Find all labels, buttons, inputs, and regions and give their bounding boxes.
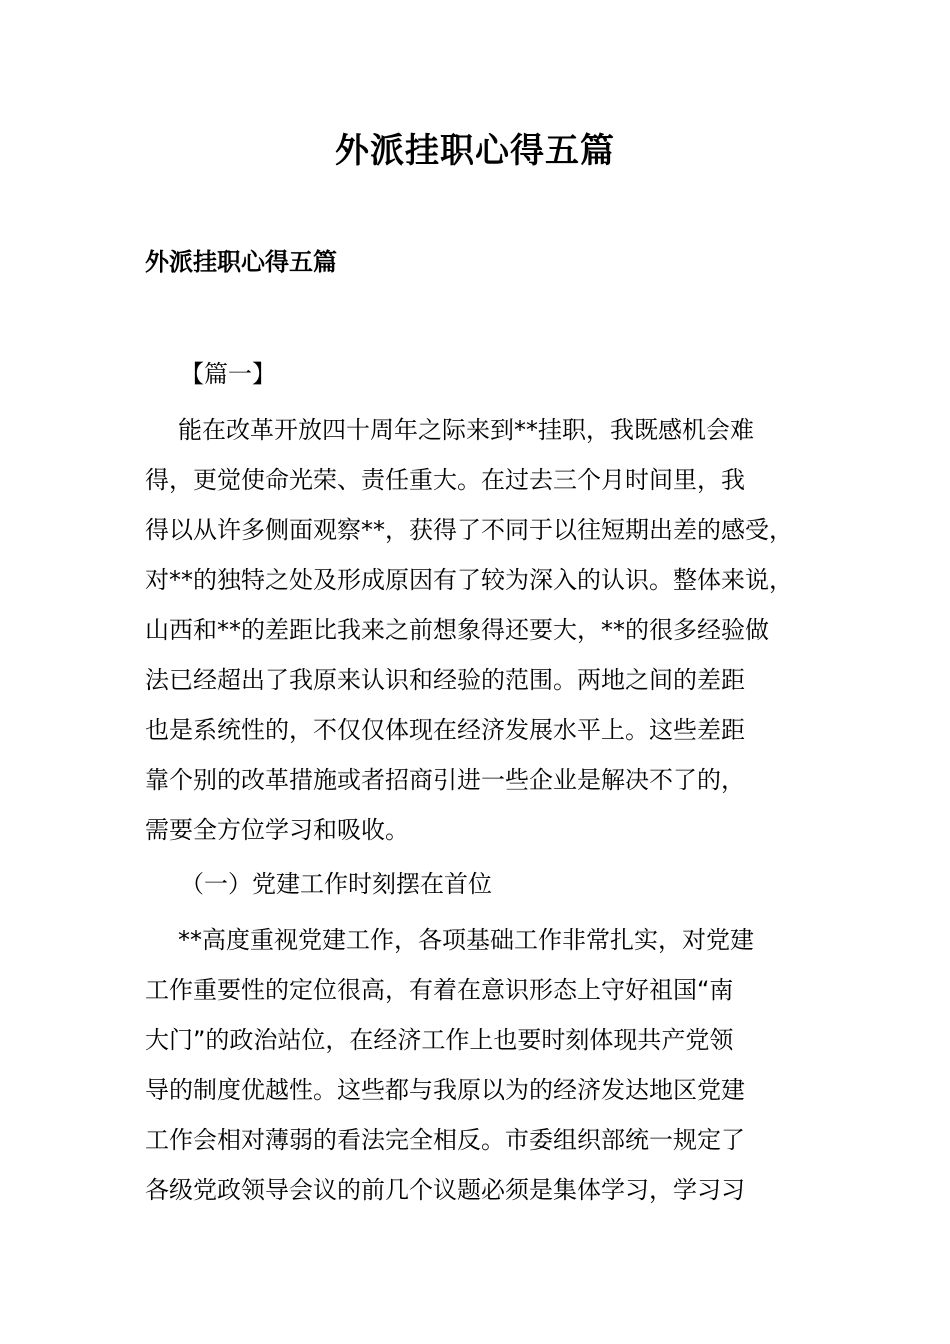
paragraph-line: 也是系统性的，不仅仅体现在经济发展水平上。这些差距 xyxy=(145,716,745,744)
section-heading: （一）党建工作时刻摆在首位 xyxy=(180,870,492,898)
paragraph-line: 导的制度优越性。这些都与我原以为的经济发达地区党建 xyxy=(145,1076,745,1104)
paragraph-line: 能在改革开放四十周年之际来到**挂职，我既感机会难 xyxy=(178,416,754,444)
paragraph-line: 得，更觉使命光荣、责任重大。在过去三个月时间里，我 xyxy=(145,466,745,494)
paragraph-line: **高度重视党建工作，各项基础工作非常扎实，对党建 xyxy=(178,926,754,954)
paragraph-line: 大门”的政治站位，在经济工作上也要时刻体现共产党领 xyxy=(145,1026,734,1054)
paragraph-line: 山西和**的差距比我来之前想象得还要大，**的很多经验做 xyxy=(145,616,769,644)
paragraph-line: 工作会相对薄弱的看法完全相反。市委组织部统一规定了 xyxy=(145,1126,745,1154)
paragraph-line: 需要全方位学习和吸收。 xyxy=(145,816,409,844)
paragraph-line: 对**的独特之处及形成原因有了较为深入的认识。整体来说， xyxy=(145,566,793,594)
paragraph-1 xyxy=(145,405,825,855)
paragraph-line: 各级党政领导会议的前几个议题必须是集体学习，学习习 xyxy=(145,1176,745,1204)
paragraph-line: 工作重要性的定位很高，有着在意识形态上守好祖国“南 xyxy=(145,976,734,1004)
paragraph-2 xyxy=(145,915,825,1215)
document-title: 外派挂职心得五篇 xyxy=(335,131,615,171)
paragraph-line: 法已经超出了我原来认识和经验的范围。两地之间的差距 xyxy=(145,666,745,694)
section-label: 【篇一】 xyxy=(180,360,276,388)
document-subtitle: 外派挂职心得五篇 xyxy=(145,248,337,276)
paragraph-line: 靠个别的改革措施或者招商引进一些企业是解决不了的， xyxy=(145,766,745,794)
paragraph-line: 得以从许多侧面观察**，获得了不同于以往短期出差的感受， xyxy=(145,516,793,544)
